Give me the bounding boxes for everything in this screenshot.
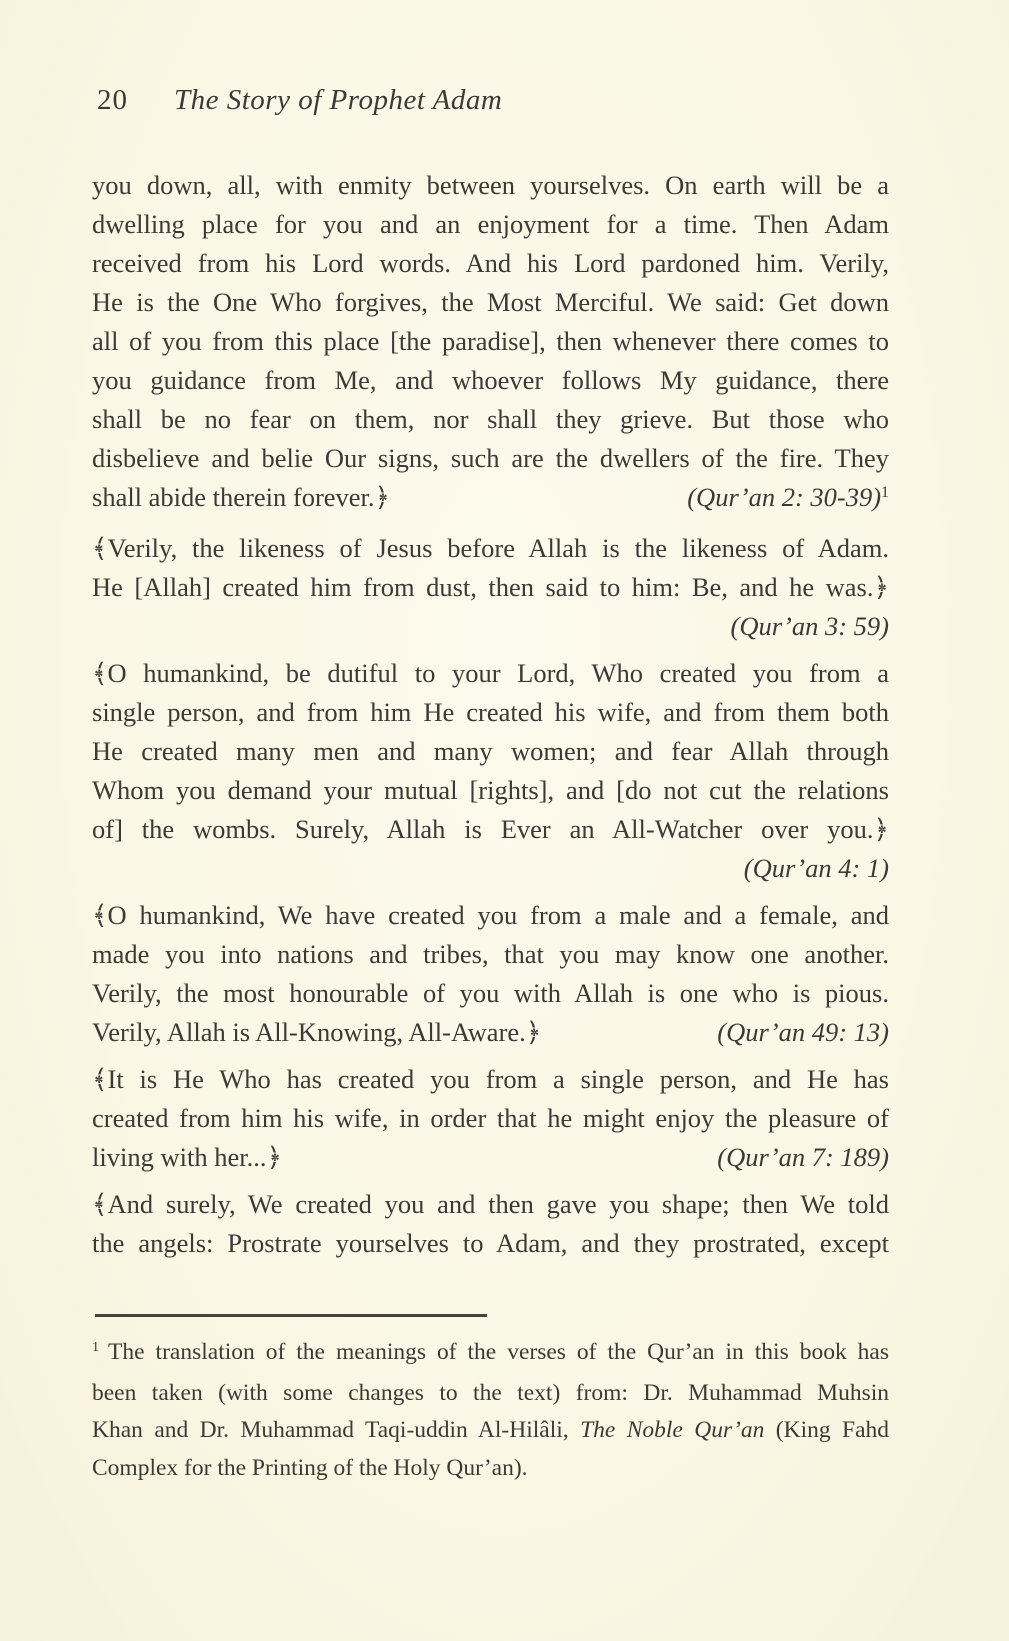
citation: (Qur’an 49: 13) — [717, 1017, 889, 1047]
text-line: ﴾And surely, We created you and then gave you shape; then We told — [92, 1189, 889, 1219]
text-line: He is the One Who forgives, the Most Merciful. We said: Get down — [92, 287, 889, 317]
paragraph-quran-4-1 — [92, 654, 889, 888]
text-line: single person, and from him He created his wife, and from them both — [92, 697, 889, 727]
citation: (Qur’an 7: 189) — [717, 1142, 889, 1172]
footnote-text: The translation of the meanings of the verses of the Qur’an in this book has — [108, 1339, 889, 1365]
paragraph-lines — [92, 1185, 889, 1263]
footnote-text: (King Fahd — [764, 1417, 890, 1443]
text-line: He [Allah] created him from dust, then said to him: Be, and he was.﴿ — [92, 572, 889, 602]
text-line: ﴾O humankind, be dutiful to your Lord, Who created you from a — [92, 658, 889, 688]
text-line: Verily, the most honourable of you with Allah is one who is pious. — [92, 978, 889, 1008]
text-line: of] the wombs. Surely, Allah is Ever an All-Watcher over you.﴿ — [92, 814, 889, 844]
text-line: He created many men and many women; and fear Allah through — [92, 736, 889, 766]
paragraph-lines — [92, 529, 889, 607]
paragraph-lines — [92, 1060, 889, 1138]
paragraph-quran-49-13 — [92, 896, 889, 1052]
footnote-separator-rule — [95, 1314, 487, 1317]
paragraph-last-line — [92, 1013, 889, 1052]
citation-line — [92, 849, 889, 888]
quote-end-text: living with her...﴿ — [92, 1142, 282, 1172]
paragraph-quran-continued — [92, 1185, 889, 1263]
citation: (Qur’an 4: 1) — [743, 853, 889, 883]
paragraph-last-line — [92, 1138, 889, 1177]
paragraph-quran-2-30-39 — [92, 166, 889, 521]
text-line: received from his Lord words. And his Lord pardoned him. Verily, — [92, 248, 889, 278]
page-number: 20 — [97, 84, 128, 116]
text-line: you guidance from Me, and whoever follows My guidance, there — [92, 365, 889, 395]
text-line: all of you from this place [the paradise], then whenever there comes to — [92, 326, 889, 356]
footnote-line — [92, 1334, 889, 1375]
quote-end-text: Verily, Allah is All-Knowing, All-Aware.﴿ — [92, 1017, 542, 1047]
footnote-marker: 1 — [92, 1339, 100, 1356]
citation — [687, 478, 889, 521]
text-line: created from him his wife, in order that he might enjoy the pleasure of — [92, 1103, 889, 1133]
citation-text: (Qur’an 2: 30-39) — [687, 482, 882, 512]
footnote-reference-mark: 1 — [881, 484, 889, 502]
text-line: ﴾It is He Who has created you from a single person, and He has — [92, 1064, 889, 1094]
footnote-line: been taken (with some changes to the text) from: Dr. Muhammad Muhsin — [92, 1379, 889, 1406]
paragraph-quran-3-59 — [92, 529, 889, 646]
footnote-line: Complex for the Printing of the Holy Qur’an). — [92, 1454, 528, 1481]
text-line: ﴾Verily, the likeness of Jesus before Allah is the likeness of Adam. — [92, 533, 889, 563]
text-line: Whom you demand your mutual [rights], and [do not cut the relations — [92, 775, 889, 805]
paragraph-lines — [92, 654, 889, 849]
footnote — [92, 1334, 889, 1487]
quote-end-text: shall abide therein forever.﴿ — [92, 482, 391, 512]
text-line: shall be no fear on them, nor shall they grieve. But those who — [92, 404, 889, 434]
paragraph-lines — [92, 166, 889, 478]
paragraph-last-line — [92, 478, 889, 521]
paragraph-quran-7-189 — [92, 1060, 889, 1177]
footnote-line — [92, 1412, 889, 1450]
text-line: the angels: Prostrate yourselves to Adam, and they prostrated, except — [92, 1228, 889, 1258]
text-line: you down, all, with enmity between yourselves. On earth will be a — [92, 170, 889, 200]
text-line: disbelieve and belie Our signs, such are the dwellers of the fire. They — [92, 443, 889, 473]
paragraph-lines — [92, 896, 889, 1013]
citation: (Qur’an 3: 59) — [730, 611, 889, 641]
body-text — [92, 166, 889, 1271]
text-line: ﴾O humankind, We have created you from a male and a female, and — [92, 900, 889, 930]
book-title-italic: The Noble Qur’an — [580, 1417, 765, 1443]
text-line: made you into nations and tribes, that you may know one another. — [92, 939, 889, 969]
running-head — [97, 84, 888, 117]
footnote-text: Khan and Dr. Muhammad Taqi-uddin Al-Hilâli, — [92, 1417, 581, 1443]
running-title: The Story of Prophet Adam — [174, 84, 503, 116]
text-line: dwelling place for you and an enjoyment for a time. Then Adam — [92, 209, 889, 239]
citation-line — [92, 607, 889, 646]
